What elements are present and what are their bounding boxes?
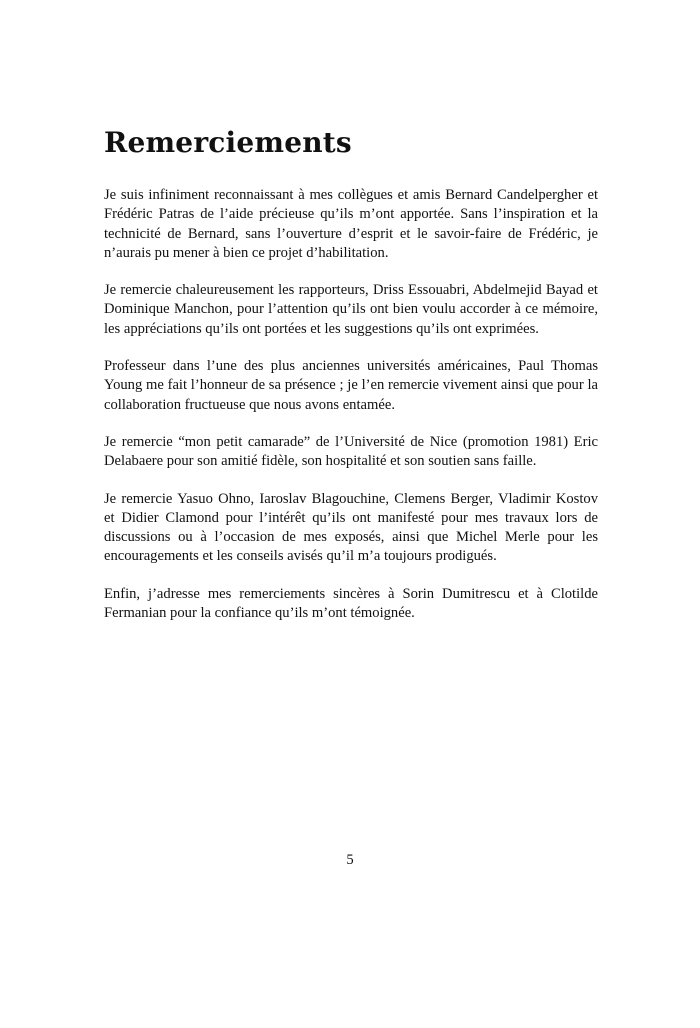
paragraph-colleagues: Je suis infiniment reconnaissant à mes collègues et amis Bernard Candelpergher et Frédéric Patras de l’aide précieuse qu’ils m’ont apportée. Sans l’inspiration et la technicité de Bernard, sans l’ouverture d’esprit et le savoir-faire de Frédéric, je n’aurais pu mener à bien ce projet d’habilitation. [104, 187, 598, 261]
paragraph-rapporteurs: Je remercie chaleureusement les rapporteurs, Driss Essouabri, Abdelmejid Bayad et Dominique Manchon, pour l’attention qu’ils ont bien voulu accorder à ce mémoire, les appréciations qu’ils ont portées et les suggestions qu’ils ont exprimées. [104, 282, 598, 337]
paragraph-professor: Professeur dans l’une des plus anciennes universités américaines, Paul Thomas Young me fait l’honneur de sa présence ; je l’en remercie vivement ainsi que pour la collaboration fructueuse que nous avons entamée. [104, 358, 598, 413]
page-title: Remerciements [104, 126, 352, 159]
paragraph-closing: Enfin, j’adresse mes remerciements sincères à Sorin Dumitrescu et à Clotilde Fermanian pour la confiance qu’ils m’ont témoignée. [104, 585, 598, 622]
page-number: 5 [346, 852, 354, 868]
acknowledgements-body [104, 186, 598, 641]
paragraph-camarade: Je remercie “mon petit camarade” de l’Université de Nice (promotion 1981) Eric Delabaere pour son amitié fidèle, son hospitalité et son soutien sans faille. [104, 433, 598, 470]
paragraph-discussions: Je remercie Yasuo Ohno, Iaroslav Blagouchine, Clemens Berger, Vladimir Kostov et Didier Clamond pour l’intérêt qu’ils ont manifesté pour mes travaux lors de discussions ou à l’occasion de mes exposés, ainsi que Michel Merle pour les encouragements et les conseils avisés qu’il m’a toujours prodigués. [104, 490, 598, 565]
